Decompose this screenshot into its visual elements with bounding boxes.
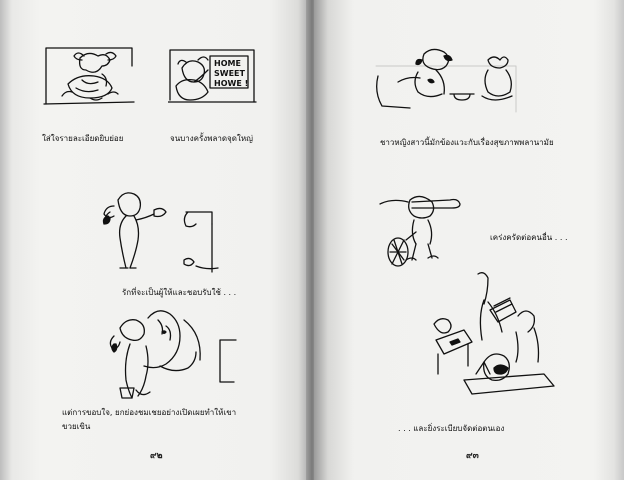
caption-detail: ใส่ใจรายละเอียดยิบย่อย <box>42 134 124 143</box>
caption-shy-praise-1: แต่การขอบใจ, ยกย่องชมเชยอย่างเปิดเผยทำให้เขา <box>62 408 237 417</box>
right-page <box>314 0 624 480</box>
svg-text:HOWE !: HOWE ! <box>214 79 249 88</box>
illustration-organized-office <box>424 270 564 400</box>
illustration-home-sweet-home <box>168 46 260 110</box>
left-page <box>0 0 310 480</box>
caption-health: ชาวหญิงสาวนี้มักข้องแวะกับเรื่องสุขภาพพลานามัย <box>380 138 554 147</box>
illustration-tea-party <box>370 46 520 116</box>
illustration-detail-work <box>40 44 140 110</box>
svg-text:SWEET: SWEET <box>214 69 245 78</box>
illustration-tennis <box>376 188 476 274</box>
svg-text:HOME: HOME <box>214 59 241 68</box>
caption-shy-praise-2: ขวยเขิน <box>62 422 91 431</box>
illustration-hug-dog <box>100 306 248 402</box>
page-number-right: ๙๓ <box>466 451 479 461</box>
caption-miss-big-picture: จนบางครั้งพลาดจุดใหญ่ <box>170 134 253 143</box>
illustration-serving <box>96 186 236 276</box>
caption-love-to-serve: รักที่จะเป็นผู้ให้และชอบรับใช้ . . . <box>122 288 237 297</box>
caption-strict-self: . . . และยิ่งระเบียบจัดต่อตนเอง <box>398 424 505 433</box>
caption-strict-others: เคร่งครัดต่อคนอื่น . . . <box>490 233 568 242</box>
page-number-left: ๙๒ <box>150 451 163 461</box>
